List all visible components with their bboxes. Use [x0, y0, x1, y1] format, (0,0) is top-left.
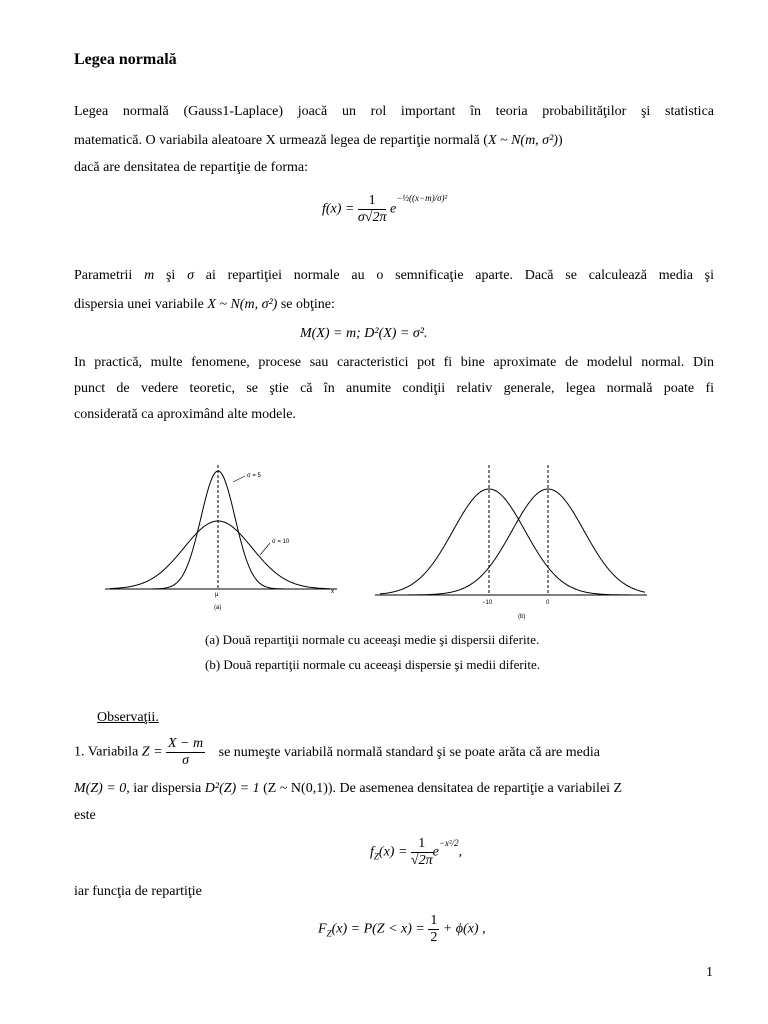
obs1-prefix: 1. Variabila — [74, 744, 139, 760]
formula-cdf-num: 1 — [430, 913, 438, 928]
formula-density-den: σ√2π — [357, 210, 387, 225]
cdf-intro-text: iar funcţia de repartiţie — [74, 884, 202, 899]
page-number: 1 — [706, 965, 713, 980]
formula-density-exp: e — [389, 201, 397, 217]
intro-line-2 — [74, 133, 563, 149]
practice-line-1: In practică, multe fenomene, procese sau caracteristici pot fi bine aproximate de modelul normal. Din — [74, 355, 714, 370]
figure-a-axis-x: x — [331, 589, 334, 595]
obs1-z-eq: Z = — [141, 744, 163, 760]
figure-a-caption: (a) — [214, 605, 222, 611]
figure-a-label-sigma10: σ = 10 — [272, 539, 290, 545]
obs1-line-1 — [74, 736, 714, 769]
formula-density-num: 1 — [358, 193, 387, 210]
formula-std-density-exp: e — [432, 844, 439, 860]
params-text: ai repartiţiei normale au o semnificaţie aparte. Dacă se calculează media şi — [205, 268, 715, 283]
params-line-2 — [74, 297, 335, 313]
caption-a: (a) Două repartiţii normale cu aceeaşi medie şi dispersii diferite. — [205, 632, 540, 647]
formula-cdf-den: 2 — [430, 930, 438, 945]
obs1-line-3: este — [74, 808, 96, 823]
figure-b-caption: (b) — [518, 614, 526, 620]
figure-b-tick-2: 0 — [546, 600, 550, 606]
intro-line-3: dacă are densitatea de repartiţie de forma: — [74, 160, 308, 175]
formula-std-density-rest: (x) = — [378, 844, 408, 860]
intro-line-2-text: matematică. O variabila aleatoare X urmează legea de repartiţie normală ( — [74, 133, 488, 148]
obs1-fraction — [166, 736, 205, 769]
formula-std-density-den: √2π — [410, 853, 433, 868]
figure-a-curve-sigma5 — [125, 471, 315, 589]
formula-mean-variance: M(X) = m; D²(X) = σ². — [300, 326, 428, 341]
params-label: Parametrii — [74, 268, 133, 283]
params-line-2-math: X ~ N(m, σ²) — [207, 297, 278, 312]
figure-b-curve-left — [380, 489, 640, 595]
obs1-text: se numeşte variabilă normală standard şi se poate arăta că are media — [218, 744, 600, 760]
formula-cdf — [318, 913, 486, 946]
formula-std-density-fraction — [411, 836, 433, 869]
observations-title: Observaţii. — [97, 710, 159, 725]
formula-cdf-fraction — [428, 913, 439, 946]
formula-cdf-rest: (x) = P(Z < x) = — [331, 921, 425, 937]
obs1-mean: M(Z) = 0 — [74, 781, 127, 796]
figure-a-label-leader-2 — [260, 543, 270, 555]
obs1-line-2-b: , iar dispersia — [126, 781, 202, 796]
params-sigma: σ — [187, 268, 194, 283]
params-line-2-b: se obţine: — [280, 297, 335, 312]
practice-line-2: punct de vedere teoretic, se ştie că în anumite condiţii relativ generale, legea normală poate fi — [74, 381, 714, 396]
figure-b-same-variance — [375, 460, 655, 625]
formula-std-density-power: −x²/2 — [438, 838, 459, 849]
obs1-line-2 — [74, 781, 622, 797]
obs1-variance: D²(Z) = 1 — [204, 781, 260, 796]
params-m: m — [144, 268, 155, 283]
obs1-line-2-d: (Z ~ N(0,1)). De asemenea densitatea de repartiţie a variabilei Z — [263, 781, 623, 796]
intro-line-2-math: X ~ N(m, σ²) — [487, 133, 558, 148]
params-line-2-a: dispersia unei variabile — [74, 297, 204, 312]
intro-line-2-end: ) — [557, 133, 563, 148]
params-line-1 — [74, 268, 714, 284]
figure-b-curve-right — [395, 489, 645, 595]
figure-a-label-sigma5: σ = 5 — [247, 473, 261, 479]
formula-cdf-sub: Z — [326, 928, 332, 939]
formula-density-lhs: f(x) = — [322, 201, 355, 217]
document-title: Legea normală — [74, 51, 177, 68]
formula-density — [322, 193, 447, 226]
formula-cdf-f: F — [318, 921, 327, 937]
formula-density-power: −½((x−m)/σ)² — [396, 193, 448, 204]
figure-b-tick-1: −10 — [482, 600, 493, 606]
figure-a-label-leader-1 — [233, 476, 245, 482]
formula-std-density-sub: Z — [373, 851, 379, 862]
params-si: şi — [165, 268, 176, 283]
formula-cdf-end: + ϕ(x) , — [442, 921, 486, 937]
obs1-den: σ — [182, 753, 190, 768]
intro-line-1: Legea normală (Gauss1-Laplace) joacă un rol important în teoria probabilităţilor şi statistica — [74, 104, 714, 119]
formula-std-density — [370, 836, 462, 869]
figure-a-curve-sigma10 — [110, 521, 330, 589]
formula-std-density-num: 1 — [411, 836, 433, 853]
obs1-num: X − m — [168, 736, 204, 751]
figure-a-tick: μ — [215, 592, 219, 598]
formula-std-density-f: f — [370, 844, 374, 860]
formula-density-fraction — [358, 193, 387, 226]
formula-std-density-end: , — [458, 844, 463, 860]
practice-line-3: considerată ca aproximând alte modele. — [74, 407, 296, 422]
figure-a-same-mean — [105, 460, 345, 615]
caption-b: (b) Două repartiţii normale cu aceeaşi dispersie şi medii diferite. — [205, 657, 540, 672]
